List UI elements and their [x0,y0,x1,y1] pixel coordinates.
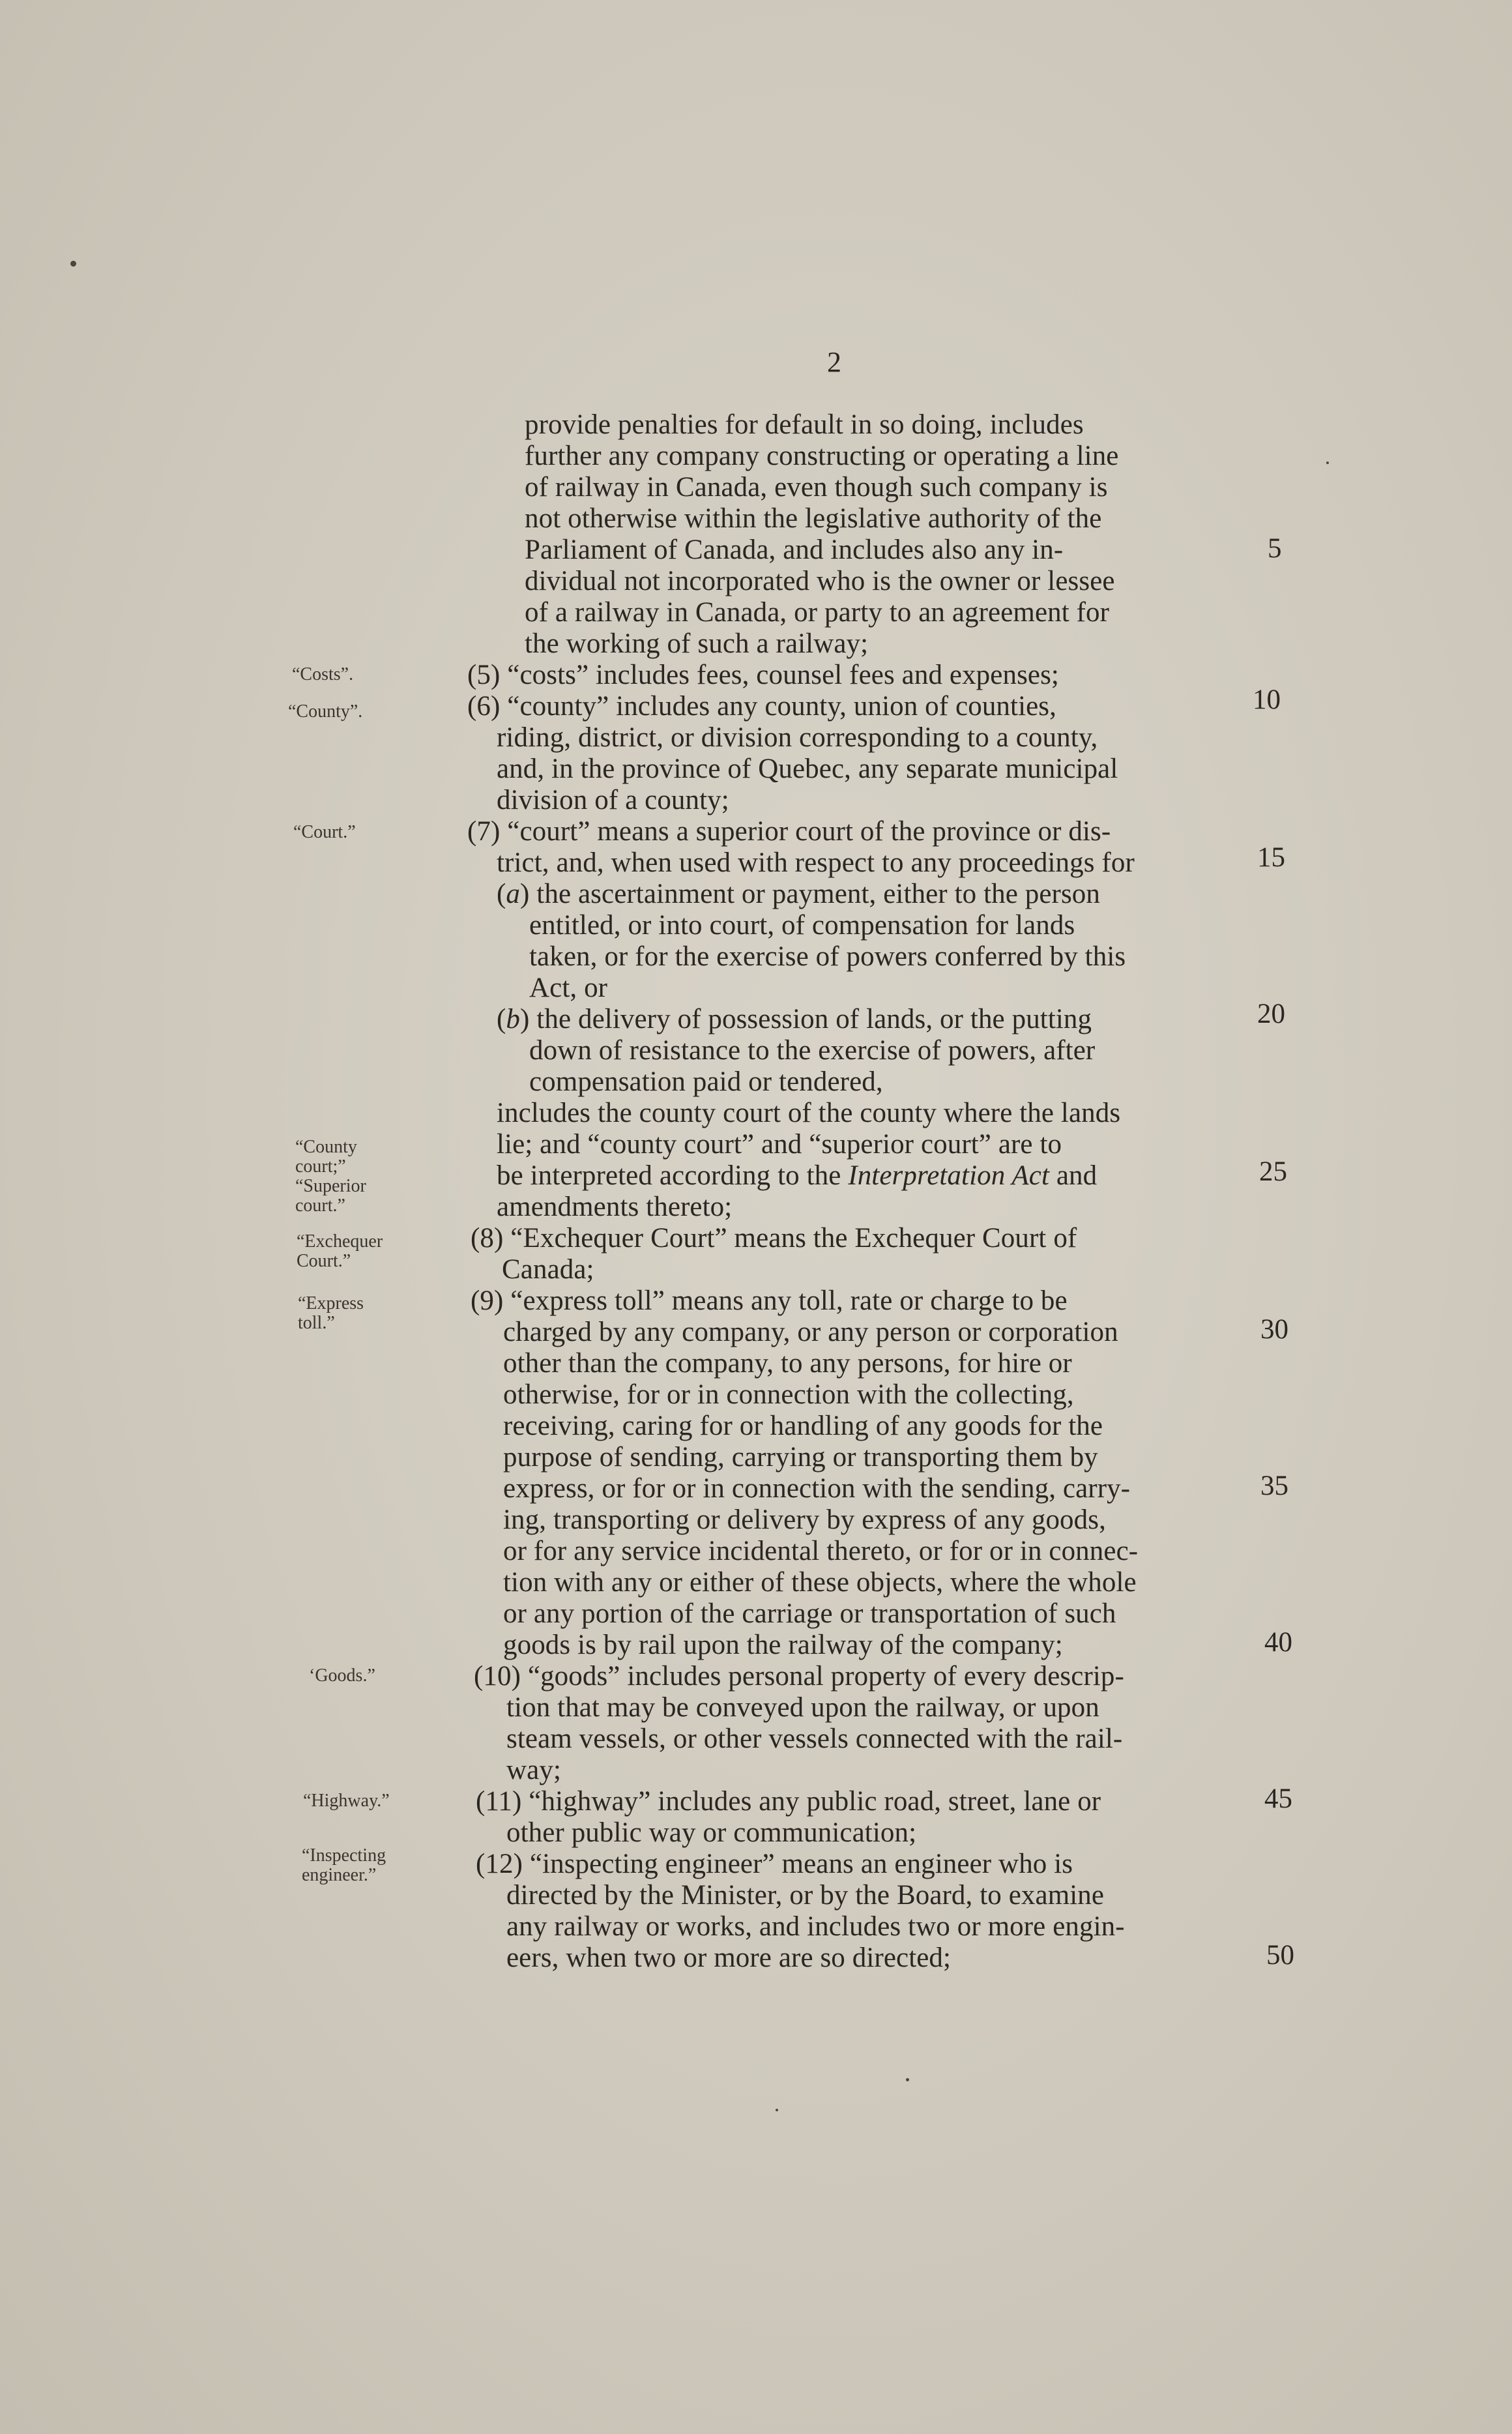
body-line: (12) “inspecting engineer” means an engineer who is [476,1849,1073,1879]
clause-letter: b [506,1004,521,1034]
body-line: (7) “court” means a superior court of the province or dis- [467,816,1111,847]
paper-speck [906,2078,909,2081]
margin-note-exchequer-court: Court.” [297,1251,351,1271]
body-line: (9) “express toll” means any toll, rate or charge to be [471,1285,1068,1316]
body-line: otherwise, for or in connection with the collecting, [503,1379,1074,1410]
body-line: way; [506,1755,561,1785]
margin-note-inspecting-engineer: engineer.” [302,1865,377,1885]
body-line: Act, or [529,973,608,1003]
body-line: lie; and “county court” and “superior court” are to [497,1129,1062,1160]
body-line: compensation paid or tendered, [529,1066,883,1097]
margin-note-superior-court: court.” [295,1195,345,1216]
body-line: the working of such a railway; [525,628,869,659]
body-line: (b) the delivery of possession of lands, or the putting [497,1004,1092,1034]
margin-note-express-toll: toll.” [298,1313,335,1333]
body-line: trict, and, when used with respect to any proceedings for [497,847,1135,878]
body-line: taken, or for the exercise of powers conferred by this [529,941,1126,972]
body-line: down of resistance to the exercise of powers, after [529,1035,1096,1066]
body-line: riding, district, or division corresponding to a county, [497,722,1098,753]
line-number: 40 [1264,1627,1292,1658]
margin-note-exchequer-court: “Exchequer [297,1231,383,1252]
margin-note-costs: “Costs”. [292,664,354,684]
body-line: eers, when two or more are so directed; [506,1943,952,1973]
body-line: receiving, caring for or handling of any goods for the [503,1411,1103,1441]
margin-note-court: “Court.” [293,822,356,842]
line-number: 10 [1253,684,1281,715]
body-line: other than the company, to any persons, for hire or [503,1348,1072,1379]
line-number: 20 [1257,999,1285,1029]
line-number: 50 [1266,1940,1294,1971]
body-line: tion that may be conveyed upon the railway, or upon [506,1692,1099,1723]
body-line: purpose of sending, carrying or transporting them by [503,1442,1098,1473]
body-line: directed by the Minister, or by the Board, to examine [506,1880,1105,1911]
body-line: charged by any company, or any person or corporation [503,1317,1118,1347]
body-line: includes the county court of the county where the lands [497,1098,1121,1128]
body-line: division of a county; [497,785,729,815]
margin-note-goods: ‘Goods.” [309,1665,375,1686]
line-number: 5 [1268,533,1282,564]
body-line: dividual not incorporated who is the owner or lessee [525,566,1115,596]
body-line: be interpreted according to the Interpretation Act and [497,1160,1098,1191]
paper-speck [776,2109,778,2111]
margin-note-county: “County”. [288,701,363,722]
margin-note-highway: “Highway.” [303,1791,390,1811]
body-line: of railway in Canada, even though such company is [525,472,1108,503]
margin-note-county-court: court;” [295,1156,346,1177]
line-number: 45 [1264,1783,1292,1814]
body-line: or any portion of the carriage or transportation of such [503,1598,1116,1629]
paper-speck [1326,462,1329,464]
margin-note-superior-court: “Superior [295,1176,366,1196]
body-line: (10) “goods” includes personal property of every descrip- [474,1661,1124,1692]
body-line: (8) “Exchequer Court” means the Exchequer Court of [471,1223,1077,1254]
body-line: entitled, or into court, of compensation for lands [529,910,1075,941]
act-title: Interpretation Act [848,1160,1050,1191]
margin-note-express-toll: “Express [298,1293,364,1313]
margin-note-county-court: “County [295,1137,357,1157]
body-line: (11) “highway” includes any public road, street, lane or [476,1786,1101,1817]
paper-speck [70,261,76,267]
body-line: other public way or communication; [506,1817,917,1848]
body-line: not otherwise within the legislative authority of the [525,503,1102,534]
body-line: (5) “costs” includes fees, counsel fees and expenses; [467,660,1059,690]
body-line: provide penalties for default in so doing, includes [525,409,1084,440]
body-line: (a) the ascertainment or payment, either to the person [497,879,1100,909]
body-line: Parliament of Canada, and includes also any in- [525,535,1064,565]
body-line: Canada; [502,1254,594,1285]
body-line: ing, transporting or delivery by express of any goods, [503,1504,1106,1535]
body-line: any railway or works, and includes two or more engin- [506,1911,1125,1942]
body-line: of a railway in Canada, or party to an agreement for [525,597,1110,628]
body-line: express, or for or in connection with the sending, carry- [503,1473,1131,1504]
body-line: and, in the province of Quebec, any separate municipal [497,754,1118,784]
body-line: goods is by rail upon the railway of the company; [503,1630,1063,1660]
body-line: amendments thereto; [497,1192,733,1222]
body-line: or for any service incidental thereto, or for or in connec- [503,1536,1139,1566]
body-line: tion with any or either of these objects, where the whole [503,1567,1137,1598]
body-line: (6) “county” includes any county, union of counties, [467,691,1056,722]
page-number: 2 [827,346,841,378]
body-line: further any company constructing or operating a line [525,441,1119,471]
clause-letter: a [506,879,521,909]
margin-note-inspecting-engineer: “Inspecting [302,1845,386,1866]
line-number: 35 [1260,1471,1288,1501]
body-line: steam vessels, or other vessels connected with the rail- [506,1723,1123,1754]
line-number: 25 [1259,1156,1287,1187]
line-number: 30 [1260,1314,1288,1345]
line-number: 15 [1257,842,1285,873]
